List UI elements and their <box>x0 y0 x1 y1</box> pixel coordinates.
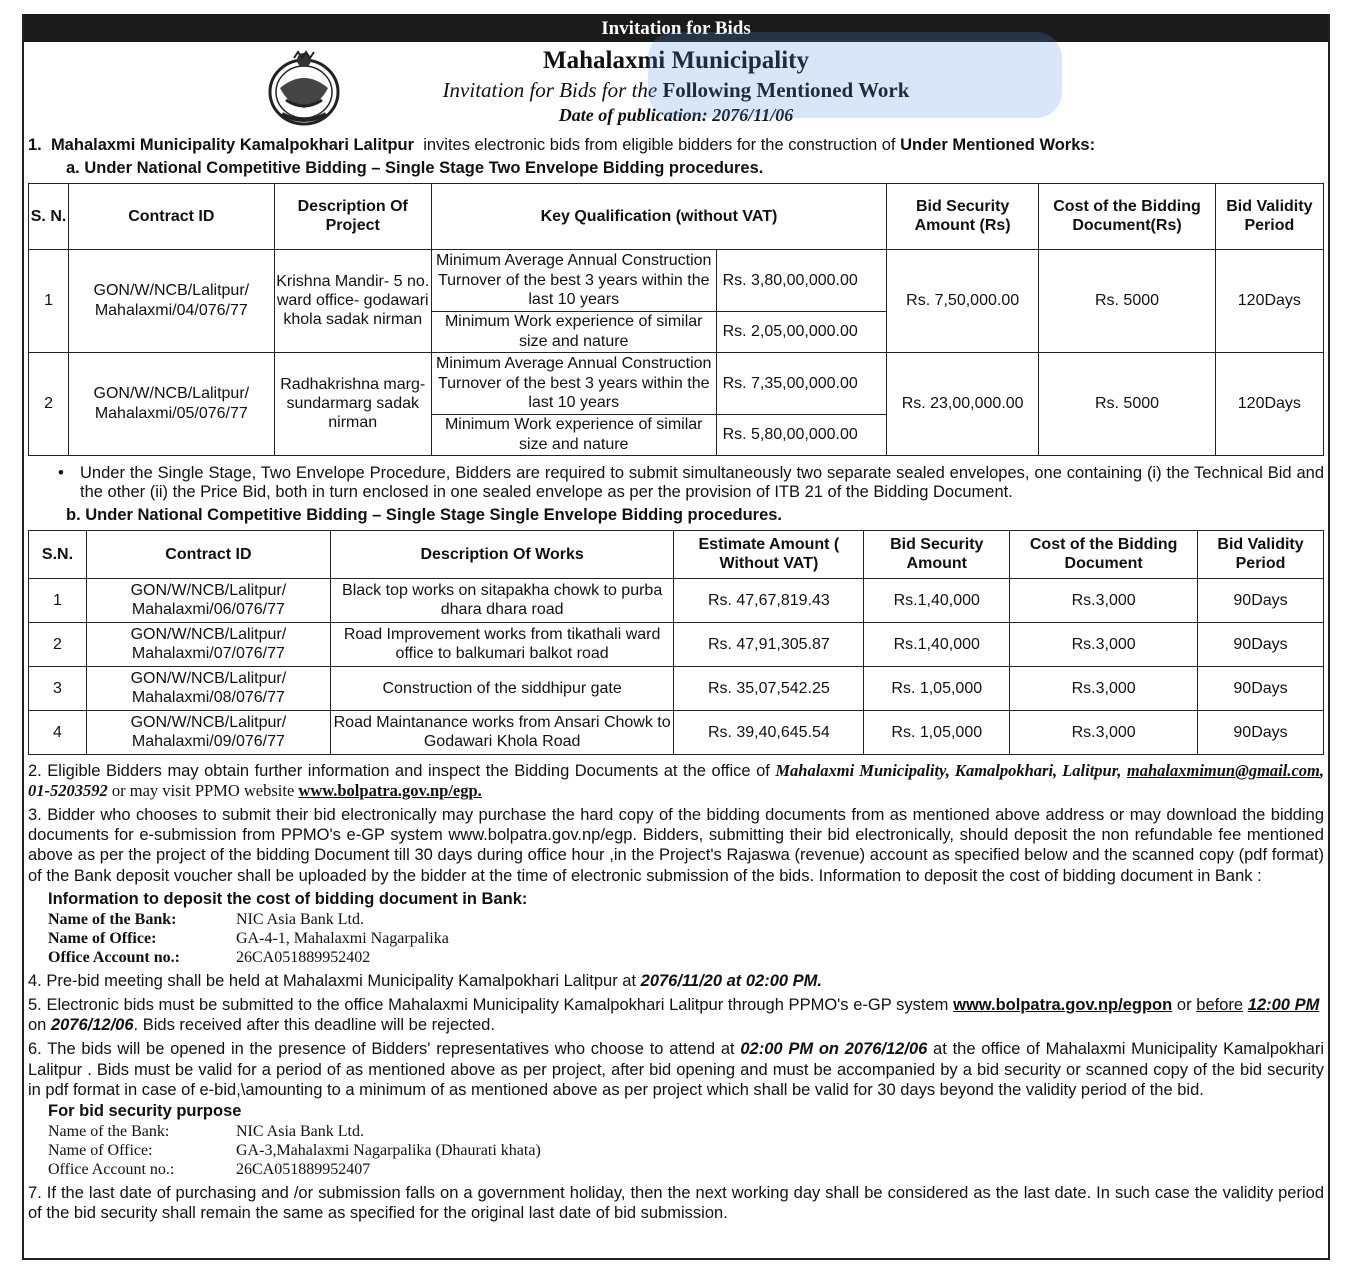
cell-validity: 120Days <box>1215 249 1323 352</box>
bank-key: Name of Office: <box>48 1141 153 1159</box>
cell-sn: 1 <box>29 249 69 352</box>
cell-contract-id: GON/W/NCB/Lalitpur/ Mahalaxmi/04/076/77 <box>69 249 274 352</box>
envelope-procedure-note: • Under the Single Stage, Two Envelope Procedure, Bidders are required to submit simultaneously two separate sealed envelopes, one containing (i) the Technical Bid and the other (ii) the Price Bid, both in turn enclosed in one sealed envelope as per the provision of ITB 21 of the Bidding Document. <box>54 464 1324 504</box>
table-single-envelope <box>28 530 1324 755</box>
cell-description: Road Improvement works from tikathali ward office to balkumari balkot road <box>330 622 674 666</box>
cell-cost: Rs.3,000 <box>1010 578 1198 622</box>
prebid-datetime: 2076/11/20 at 02:00 PM. <box>640 972 822 991</box>
cell-contract-id: GON/W/NCB/Lalitpur/ Mahalaxmi/06/076/77 <box>86 578 330 622</box>
subtitle-bold: Following Mentioned Work <box>662 78 910 102</box>
cell-estimate: Rs. 47,67,819.43 <box>674 578 864 622</box>
cell-cost: Rs.3,000 <box>1010 622 1198 666</box>
bank-key: Office Account no.: <box>48 948 180 966</box>
cell-qualification-experience-value: Rs. 2,05,00,000.00 <box>716 311 886 352</box>
cell-contract-id: GON/W/NCB/Lalitpur/ Mahalaxmi/09/076/77 <box>86 710 330 754</box>
paragraph-7: 7. If the last date of purchasing and /or submission falls on a government holiday, then the next working day shall be considered as the last date. In such case the validity period of the bid security shall remain the same as specified for the original last date of bid submission. <box>28 1184 1324 1223</box>
email-link[interactable]: mahalaxmimun@gmail.com <box>1126 760 1320 780</box>
table-header-row <box>29 530 1324 578</box>
cell-description: Radhakrishna marg- sundarmarg sadak nirman <box>274 352 431 455</box>
intro-text: invites electronic bids from eligible bidders for the construction of <box>423 136 896 154</box>
p6-text: 6. The bids will be opened in the presence of Bidders' representatives who choose to attend at <box>28 1040 735 1059</box>
cell-cost: Rs.3,000 <box>1010 710 1198 754</box>
cell-validity: 90Days <box>1198 666 1324 710</box>
bank-value: NIC Asia Bank Ltd. <box>236 910 364 928</box>
cell-cost: Rs.3,000 <box>1010 666 1198 710</box>
p2-mid: or may visit PPMO website <box>107 781 299 801</box>
table-header-row <box>29 183 1324 249</box>
header-validity: Bid Validity Period <box>1198 530 1324 578</box>
table-row <box>29 666 1324 710</box>
banner: Invitation for Bids <box>24 14 1328 42</box>
bank-deposit-heading: Information to deposit the cost of bidding document in Bank: <box>48 889 528 908</box>
header-bid-security: Bid Security Amount (Rs) <box>886 183 1038 249</box>
publication-date: Date of publication: 2076/11/06 <box>558 105 794 126</box>
header-cost: Cost of the Bidding Document <box>1010 530 1198 578</box>
header-sn: S.N. <box>29 530 87 578</box>
bank-row <box>48 948 1324 967</box>
cell-bid-security: Rs. 1,05,000 <box>864 710 1010 754</box>
intro-works: Under Mentioned Works: <box>900 136 1096 154</box>
bank-row <box>48 1122 1324 1141</box>
header-validity: Bid Validity Period <box>1215 183 1323 249</box>
section-b-heading: b. Under National Competitive Bidding – Single Stage Single Envelope Bidding procedures. <box>66 506 783 525</box>
cell-description: Road Maintanance works from Ansari Chowk to Godawari Khola Road <box>330 710 674 754</box>
header-description: Description Of Works <box>330 530 674 578</box>
cell-qualification-experience: Minimum Work experience of similar size and nature <box>431 311 716 352</box>
cell-validity: 90Days <box>1198 710 1324 754</box>
bank-row <box>48 929 1324 948</box>
cell-description: Construction of the siddhipur gate <box>330 666 674 710</box>
cell-qualification-experience-value: Rs. 5,80,00,000.00 <box>716 414 886 455</box>
cell-qualification-experience: Minimum Work experience of similar size and nature <box>431 414 716 455</box>
paragraph-5 <box>28 995 1324 1035</box>
cell-qualification-turnover: Minimum Average Annual Construction Turnover of the best 3 years within the last 10 years <box>431 352 716 414</box>
bank-row <box>48 1141 1324 1160</box>
cell-cost: Rs. 5000 <box>1039 352 1215 455</box>
cell-bid-security: Rs.1,40,000 <box>864 578 1010 622</box>
cell-description: Black top works on sitapakha chowk to purba dhara dhara road <box>330 578 674 622</box>
submission-date: 2076/12/06 <box>50 1016 134 1035</box>
header-key-qualification: Key Qualification (without VAT) <box>431 183 886 249</box>
cell-qualification-turnover: Minimum Average Annual Construction Turnover of the best 3 years within the last 10 years <box>431 249 716 311</box>
bank-value: NIC Asia Bank Ltd. <box>236 1122 364 1140</box>
header-contract-id: Contract ID <box>69 183 274 249</box>
table-row <box>29 352 1324 414</box>
cell-estimate: Rs. 39,40,645.54 <box>674 710 864 754</box>
table-row <box>29 249 1324 311</box>
cell-sn: 3 <box>29 666 87 710</box>
notice-subtitle <box>28 78 1324 103</box>
notice-frame <box>22 14 1330 1260</box>
submission-time: 12:00 PM <box>1247 996 1320 1015</box>
p2-phone: , 01-5203592 <box>28 760 1324 801</box>
bank-row <box>48 910 1324 929</box>
table-row <box>29 578 1324 622</box>
cell-qualification-turnover-value: Rs. 3,80,00,000.00 <box>716 249 886 311</box>
p5-or: or <box>1176 996 1192 1015</box>
municipality-title: Mahalaxmi Municipality <box>543 47 809 74</box>
cell-bid-security: Rs. 23,00,000.00 <box>886 352 1038 455</box>
cell-validity: 120Days <box>1215 352 1323 455</box>
bank-key: Name of the Bank: <box>48 1122 170 1140</box>
p5-rest: . Bids received after this deadline will be rejected. <box>133 1016 495 1035</box>
header-contract-id: Contract ID <box>86 530 330 578</box>
intro-num: 1. <box>28 136 42 154</box>
cell-contract-id: GON/W/NCB/Lalitpur/ Mahalaxmi/08/076/77 <box>86 666 330 710</box>
website-link[interactable]: www.bolpatra.gov.np/egp. <box>298 781 482 801</box>
cell-sn: 1 <box>29 578 87 622</box>
cell-estimate: Rs. 47,91,305.87 <box>674 622 864 666</box>
header-estimate: Estimate Amount ( Without VAT) <box>674 530 864 578</box>
nepal-government-emblem-icon <box>264 48 344 128</box>
table-row <box>29 622 1324 666</box>
cell-sn: 4 <box>29 710 87 754</box>
table-row <box>29 710 1324 754</box>
bank-row <box>48 1160 1324 1179</box>
cell-description: Krishna Mandir- 5 no. ward office- godawari khola sadak nirman <box>274 249 431 352</box>
p4-text: 4. Pre-bid meeting shall be held at Mahalaxmi Municipality Kamalpokhari Lalitpur at <box>28 972 637 991</box>
p2-office: Mahalaxmi Municipality, Kamalpokhari, Lalitpur, <box>775 760 1122 780</box>
bank-value: GA-3,Mahalaxmi Nagarpalika (Dhaurati khata) <box>236 1141 541 1159</box>
cell-contract-id: GON/W/NCB/Lalitpur/ Mahalaxmi/05/076/77 <box>69 352 274 455</box>
intro-org: Mahalaxmi Municipality Kamalpokhari Lalitpur <box>50 136 415 154</box>
bid-security-heading: For bid security purpose <box>48 1101 242 1120</box>
paragraph-3: 3. Bidder who chooses to submit their bid electronically may purchase the hard copy of the bidding documents from as mentioned above address or may download the bidding documents for e-submission from PPMO's e-GP system www.bolpatra.gov.np/egp. Bidders, submitting their bid electronically, should deposit the non refundable fee mentioned above as per the project of the bidding Document till 30 days during office hour ,in the Project's Rajaswa (revenue) account as specified below and the scanned copy (pdf format) of the Bank deposit voucher shall be uploaded by the bidder at the time of electronic submission of the bids. Information to deposit the cost of bidding document in Bank : <box>28 806 1324 885</box>
egp-link[interactable]: www.bolpatra.gov.np/egpon <box>953 996 1173 1015</box>
p5-on: on <box>28 1016 47 1035</box>
paragraph-6 <box>28 1039 1324 1099</box>
cell-qualification-turnover-value: Rs. 7,35,00,000.00 <box>716 352 886 414</box>
header-bid-security: Bid Security Amount <box>864 530 1010 578</box>
table-two-envelope <box>28 183 1324 456</box>
paragraph-4 <box>28 971 1324 991</box>
paragraph-2 <box>28 761 1324 801</box>
cell-contract-id: GON/W/NCB/Lalitpur/ Mahalaxmi/07/076/77 <box>86 622 330 666</box>
intro-paragraph <box>28 136 1324 156</box>
opening-datetime: 02:00 PM on 2076/12/06 <box>740 1040 928 1059</box>
cell-bid-security: Rs. 7,50,000.00 <box>886 249 1038 352</box>
cell-bid-security: Rs.1,40,000 <box>864 622 1010 666</box>
subtitle-italic: Invitation for Bids for the <box>442 78 658 102</box>
bank-key: Name of the Bank: <box>48 910 177 928</box>
header-sn: S. N. <box>29 183 69 249</box>
p6-text-rest: at the office of Mahalaxmi Municipality Kamalpokhari Lalitpur . Bids must be valid for a period of as mentioned above as per project, after bid opening and must be accompanied by a bid security or scanned copy of the bid security in pdf format in case of e-bid,\amounting to a minimum of as mentioned above as per project which shall be valid for 30 days beyond the validity period of the bid. <box>28 1040 1324 1099</box>
bank-value: 26CA051889952407 <box>236 1161 371 1179</box>
header <box>28 42 1324 134</box>
cell-sn: 2 <box>29 352 69 455</box>
section-a-heading: a. Under National Competitive Bidding – Single Stage Two Envelope Bidding procedures. <box>66 158 764 177</box>
header-cost: Cost of the Bidding Document(Rs) <box>1039 183 1215 249</box>
bank-key: Office Account no.: <box>48 1161 175 1179</box>
cell-validity: 90Days <box>1198 622 1324 666</box>
bank-value: 26CA051889952402 <box>236 948 371 966</box>
cell-estimate: Rs. 35,07,542.25 <box>674 666 864 710</box>
header-description: Description Of Project <box>274 183 431 249</box>
bank-key: Name of Office: <box>48 929 157 947</box>
cell-validity: 90Days <box>1198 578 1324 622</box>
cell-sn: 2 <box>29 622 87 666</box>
bank-value: GA-4-1, Mahalaxmi Nagarpalika <box>236 929 449 947</box>
p5-text: 5. Electronic bids must be submitted to the office Mahalaxmi Municipality Kamalpokhari Lalitpur through PPMO's e-GP system <box>28 996 949 1015</box>
cell-cost: Rs. 5000 <box>1039 249 1215 352</box>
p5-before: before <box>1196 996 1244 1015</box>
p2-text: 2. Eligible Bidders may obtain further information and inspect the Bidding Documents at the office of <box>28 761 770 780</box>
cell-bid-security: Rs. 1,05,000 <box>864 666 1010 710</box>
